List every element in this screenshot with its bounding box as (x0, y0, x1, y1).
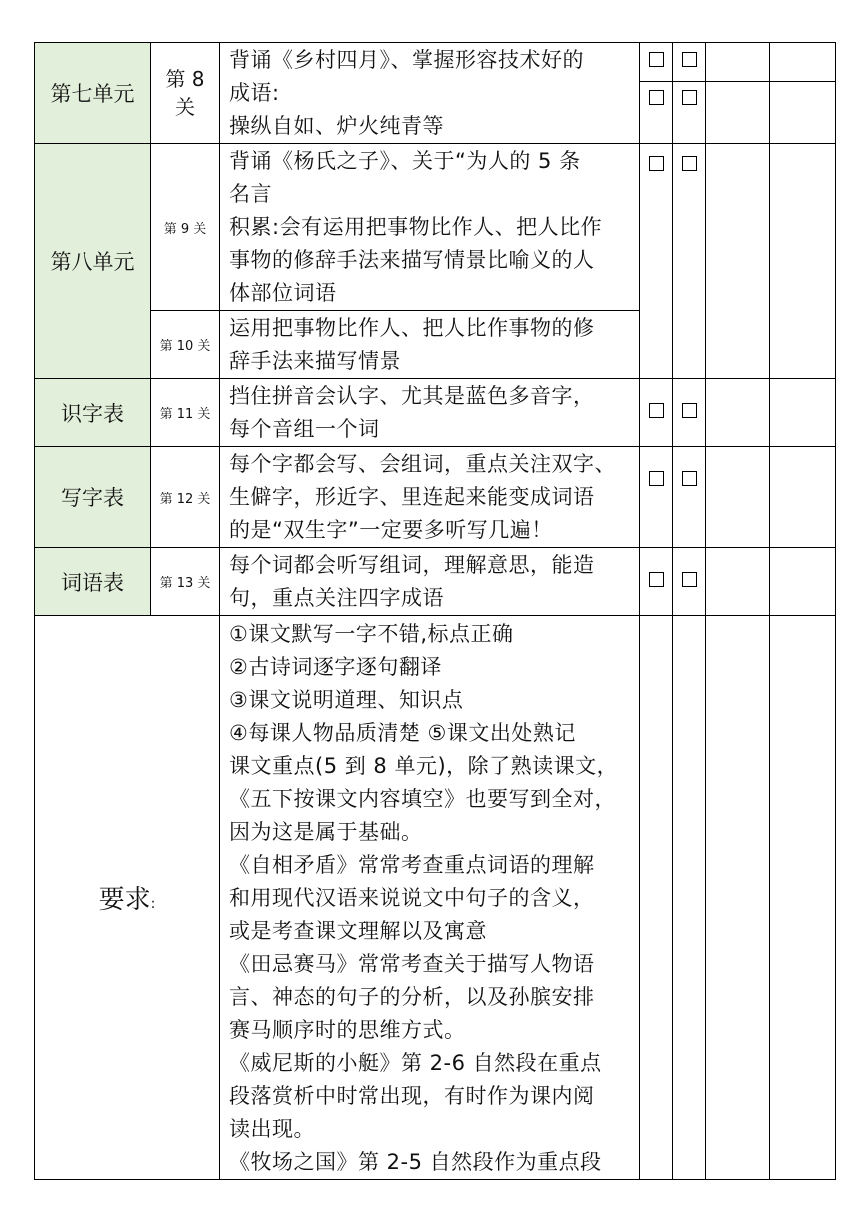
level-label: 第 10 关 (151, 311, 220, 379)
unit-label: 第八单元 (35, 144, 151, 379)
row-content: 运用把事物比作人、把人比作事物的修 辞手法来描写情景 (220, 311, 640, 379)
checkbox[interactable] (682, 52, 697, 67)
row-content: 背诵《乡村四月》、掌握形容技术好的 成语: 操纵自如、炉火纯青等 (220, 43, 640, 144)
checkbox[interactable] (682, 471, 697, 486)
blank-cell (640, 616, 673, 1180)
level-label: 第 12 关 (151, 447, 220, 548)
checkbox[interactable] (682, 156, 697, 171)
table-row (35, 144, 836, 311)
row-content: 挡住拼音会认字、尤其是蓝色多音字， 每个音组一个词 (220, 379, 640, 447)
unit-label: 第七单元 (35, 43, 151, 144)
blank-cell (770, 616, 836, 1180)
table-row (35, 548, 836, 616)
level-label: 第 8 关 (151, 43, 220, 144)
blank-cell (706, 144, 770, 379)
unit-label: 识字表 (35, 379, 151, 447)
blank-cell (706, 379, 770, 447)
unit-label: 词语表 (35, 548, 151, 616)
blank-cell (770, 447, 836, 548)
checkbox[interactable] (649, 403, 664, 418)
requirements-content: ①课文默写一字不错,标点正确 ②古诗词逐字逐句翻译 ③课文说明道理、知识点 ④每课人物品质清楚 ⑤课文出处熟记 课文重点(5 到 8 单元)，除了熟读课文， 《五下按课文内容填空》也要写到全对， 因为这是属于基础。 《自相矛盾》常常考查重点词语的理解 和用现代汉语来说说文中句子的含义， 或是考查课文理解以及寓意 《田忌赛马》常常考查关于描写人物语 言、神态的句子的分析，以及孙膑安排 赛马顺序时的思维方式。 《威尼斯的小艇》第 2-6 自然段在重点 段落赏析中时常出现，有时作为课内阅 读出现。 《牧场之国》第 2-5 自然段作为重点段 (220, 616, 640, 1180)
blank-cell (770, 144, 836, 379)
blank-cell (706, 43, 770, 82)
table-row (35, 43, 836, 82)
blank-cell (770, 379, 836, 447)
checkbox[interactable] (649, 90, 664, 105)
blank-cell (770, 43, 836, 82)
level-label: 第 9 关 (151, 144, 220, 311)
blank-cell (770, 81, 836, 143)
blank-cell (673, 616, 706, 1180)
checkbox[interactable] (649, 471, 664, 486)
unit-label: 写字表 (35, 447, 151, 548)
checkbox[interactable] (649, 156, 664, 171)
requirements-label: 要求: (35, 616, 220, 1180)
blank-cell (706, 616, 770, 1180)
checkbox[interactable] (649, 572, 664, 587)
row-content: 背诵《杨氏之子》、关于“为人的 5 条 名言 积累:会有运用把事物比作人、把人比作 事物的修辞手法来描写情景比喻义的人 体部位词语 (220, 144, 640, 311)
blank-cell (706, 81, 770, 143)
table-row (35, 447, 836, 548)
table-row (35, 616, 836, 1180)
level-label: 第 11 关 (151, 379, 220, 447)
row-content: 每个词都会听写组词，理解意思，能造 句，重点关注四字成语 (220, 548, 640, 616)
blank-cell (770, 548, 836, 616)
review-checklist-table (34, 42, 836, 1180)
checkbox[interactable] (682, 403, 697, 418)
row-content: 每个字都会写、会组词，重点关注双字、 生僻字，形近字、里连起来能变成词语 的是“双生字”一定要多听写几遍！ (220, 447, 640, 548)
checkbox[interactable] (682, 572, 697, 587)
blank-cell (706, 548, 770, 616)
checkbox[interactable] (682, 90, 697, 105)
checkbox[interactable] (649, 52, 664, 67)
level-label: 第 13 关 (151, 548, 220, 616)
table-row (35, 379, 836, 447)
blank-cell (706, 447, 770, 548)
